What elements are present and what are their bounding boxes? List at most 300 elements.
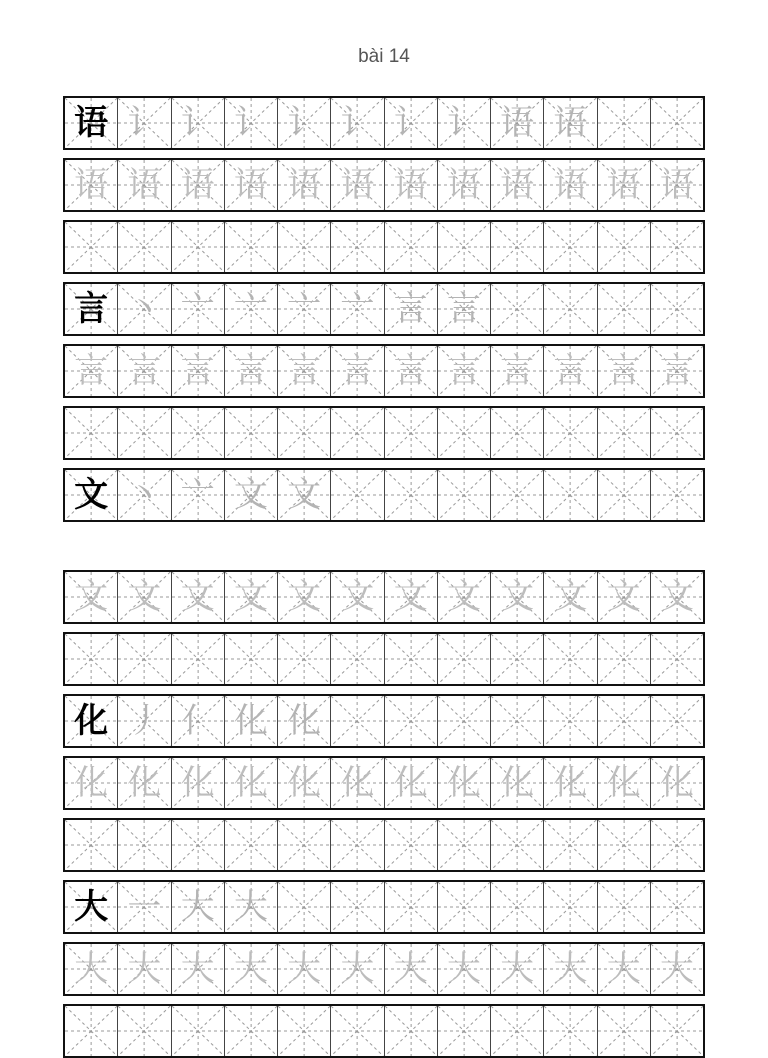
- guide-lines: [331, 1006, 383, 1056]
- guide-lines: [544, 820, 596, 870]
- trace-character: 大: [180, 949, 215, 989]
- grid-cell[interactable]: [544, 470, 597, 520]
- stroke-order-character: 讠: [180, 103, 215, 143]
- guide-lines: [385, 222, 437, 272]
- grid-cell[interactable]: [331, 408, 384, 458]
- guide-lines: [278, 1006, 330, 1056]
- grid-cell[interactable]: [65, 634, 118, 684]
- grid-cell[interactable]: [651, 470, 703, 520]
- trace-character: 言: [553, 351, 588, 391]
- stroke-order-character: 亠: [340, 289, 375, 329]
- guide-lines: [118, 820, 170, 870]
- guide-lines: [598, 696, 650, 746]
- grid-cell[interactable]: [225, 222, 278, 272]
- grid-cell[interactable]: [598, 284, 651, 334]
- grid-cell[interactable]: [438, 470, 491, 520]
- trace-character: 大: [393, 949, 428, 989]
- grid-cell[interactable]: [172, 222, 225, 272]
- grid-cell[interactable]: [438, 758, 491, 808]
- guide-lines: [225, 222, 277, 272]
- guide-lines: [651, 696, 703, 746]
- grid-cell[interactable]: [651, 696, 703, 746]
- grid-cell[interactable]: [491, 572, 544, 622]
- grid-cell[interactable]: [65, 572, 118, 622]
- trace-character: 化: [74, 763, 109, 803]
- grid-cell[interactable]: [118, 160, 171, 210]
- grid-cell[interactable]: [278, 470, 331, 520]
- guide-lines: [491, 696, 543, 746]
- grid-cell[interactable]: [172, 882, 225, 932]
- guide-lines: [438, 634, 490, 684]
- trace-character: 言: [74, 351, 109, 391]
- stroke-order-character: 亠: [180, 289, 215, 329]
- grid-cell[interactable]: [278, 284, 331, 334]
- grid-cell[interactable]: [172, 820, 225, 870]
- practice-row-blank: [63, 406, 705, 460]
- trace-character: 文: [180, 577, 215, 617]
- trace-character: 文: [553, 577, 588, 617]
- grid-cell[interactable]: [385, 820, 438, 870]
- grid-cell[interactable]: [491, 882, 544, 932]
- grid-cell[interactable]: [385, 944, 438, 994]
- grid-cell[interactable]: [544, 408, 597, 458]
- grid-cell[interactable]: [278, 1006, 331, 1056]
- grid-cell[interactable]: [598, 882, 651, 932]
- grid-cell[interactable]: [385, 98, 438, 148]
- grid-cell[interactable]: [331, 346, 384, 396]
- trace-character: 语: [287, 165, 322, 205]
- grid-cell[interactable]: [651, 634, 703, 684]
- grid-cell[interactable]: [172, 408, 225, 458]
- grid-cell[interactable]: [331, 470, 384, 520]
- grid-cell[interactable]: [118, 882, 171, 932]
- model-character: 文: [74, 475, 109, 515]
- grid-cell[interactable]: [544, 634, 597, 684]
- guide-lines: [598, 222, 650, 272]
- grid-cell[interactable]: [491, 346, 544, 396]
- model-character: 化: [74, 701, 109, 741]
- trace-character: 化: [340, 763, 375, 803]
- grid-cell[interactable]: [278, 98, 331, 148]
- grid-cell[interactable]: [438, 222, 491, 272]
- grid-cell[interactable]: [438, 572, 491, 622]
- practice-row-blank: [63, 818, 705, 872]
- grid-cell[interactable]: [225, 944, 278, 994]
- grid-cell[interactable]: [65, 820, 118, 870]
- stroke-order-character: 言: [393, 289, 428, 329]
- grid-cell[interactable]: [598, 98, 651, 148]
- guide-lines: [438, 408, 490, 458]
- guide-lines: [598, 284, 650, 334]
- grid-cell[interactable]: [544, 758, 597, 808]
- guide-lines: [544, 408, 596, 458]
- guide-lines: [278, 634, 330, 684]
- trace-character: 语: [340, 165, 375, 205]
- grid-cell[interactable]: [544, 820, 597, 870]
- grid-cell[interactable]: [225, 346, 278, 396]
- trace-character: 文: [659, 577, 694, 617]
- grid-cell[interactable]: [491, 160, 544, 210]
- stroke-order-character: 化: [287, 701, 322, 741]
- grid-cell[interactable]: [278, 820, 331, 870]
- guide-lines: [598, 882, 650, 932]
- guide-lines: [438, 820, 490, 870]
- grid-cell[interactable]: [438, 98, 491, 148]
- grid-cell[interactable]: [225, 758, 278, 808]
- grid-cell[interactable]: [385, 696, 438, 746]
- stroke-order-character: 大: [180, 887, 215, 927]
- guide-lines: [385, 408, 437, 458]
- grid-cell[interactable]: [65, 408, 118, 458]
- grid-cell[interactable]: [385, 470, 438, 520]
- grid-cell[interactable]: [651, 408, 703, 458]
- grid-cell[interactable]: [172, 572, 225, 622]
- trace-character: 大: [340, 949, 375, 989]
- grid-cell[interactable]: [225, 1006, 278, 1056]
- grid-cell[interactable]: [438, 882, 491, 932]
- guide-lines: [438, 470, 490, 520]
- guide-lines: [651, 222, 703, 272]
- guide-lines: [544, 1006, 596, 1056]
- grid-cell[interactable]: [118, 1006, 171, 1056]
- practice-row-strokes: [63, 468, 705, 522]
- stroke-order-character: 亻: [180, 701, 215, 741]
- grid-cell[interactable]: [491, 470, 544, 520]
- grid-cell[interactable]: [544, 572, 597, 622]
- practice-row-strokes: [63, 694, 705, 748]
- grid-cell[interactable]: [598, 408, 651, 458]
- grid-cell[interactable]: [385, 634, 438, 684]
- grid-cell[interactable]: [225, 820, 278, 870]
- grid-cell[interactable]: [331, 820, 384, 870]
- grid-cell[interactable]: [544, 222, 597, 272]
- grid-cell[interactable]: [491, 222, 544, 272]
- guide-lines: [598, 408, 650, 458]
- guide-lines: [118, 222, 170, 272]
- guide-lines: [172, 222, 224, 272]
- grid-cell[interactable]: [385, 882, 438, 932]
- guide-lines: [491, 408, 543, 458]
- grid-cell[interactable]: [65, 222, 118, 272]
- practice-row-blank: [63, 632, 705, 686]
- grid-cell[interactable]: [651, 572, 703, 622]
- grid-cell[interactable]: [65, 284, 118, 334]
- trace-character: 化: [287, 763, 322, 803]
- grid-cell[interactable]: [598, 758, 651, 808]
- trace-character: 语: [180, 165, 215, 205]
- guide-lines: [65, 408, 117, 458]
- grid-cell[interactable]: [278, 882, 331, 932]
- grid-cell[interactable]: [118, 408, 171, 458]
- trace-character: 大: [606, 949, 641, 989]
- grid-cell[interactable]: [438, 408, 491, 458]
- grid-cell[interactable]: [598, 944, 651, 994]
- grid-cell[interactable]: [225, 284, 278, 334]
- grid-cell[interactable]: [385, 346, 438, 396]
- grid-cell[interactable]: [491, 820, 544, 870]
- grid-cell[interactable]: [118, 222, 171, 272]
- grid-cell[interactable]: [331, 758, 384, 808]
- guide-lines: [278, 222, 330, 272]
- trace-character: 化: [180, 763, 215, 803]
- guide-lines: [491, 284, 543, 334]
- grid-cell[interactable]: [598, 222, 651, 272]
- grid-cell[interactable]: [172, 284, 225, 334]
- guide-lines: [544, 470, 596, 520]
- grid-cell[interactable]: [491, 98, 544, 148]
- trace-character: 言: [659, 351, 694, 391]
- trace-character: 语: [393, 165, 428, 205]
- grid-cell[interactable]: [225, 882, 278, 932]
- guide-lines: [331, 696, 383, 746]
- grid-cell[interactable]: [651, 1006, 703, 1056]
- guide-lines: [331, 882, 383, 932]
- grid-cell[interactable]: [598, 634, 651, 684]
- grid-cell[interactable]: [438, 820, 491, 870]
- stroke-order-character: 一: [127, 887, 162, 927]
- grid-cell[interactable]: [544, 160, 597, 210]
- grid-cell[interactable]: [331, 1006, 384, 1056]
- grid-cell[interactable]: [65, 98, 118, 148]
- grid-cell[interactable]: [118, 758, 171, 808]
- grid-cell[interactable]: [225, 696, 278, 746]
- grid-cell[interactable]: [385, 284, 438, 334]
- grid-cell[interactable]: [118, 470, 171, 520]
- grid-cell[interactable]: [651, 98, 703, 148]
- grid-cell[interactable]: [65, 882, 118, 932]
- trace-character: 言: [500, 351, 535, 391]
- grid-cell[interactable]: [385, 572, 438, 622]
- guide-lines: [118, 408, 170, 458]
- grid-cell[interactable]: [278, 758, 331, 808]
- grid-cell[interactable]: [385, 1006, 438, 1056]
- grid-cell[interactable]: [491, 944, 544, 994]
- grid-cell[interactable]: [491, 1006, 544, 1056]
- guide-lines: [118, 634, 170, 684]
- trace-character: 语: [659, 165, 694, 205]
- grid-cell[interactable]: [598, 346, 651, 396]
- grid-cell[interactable]: [651, 944, 703, 994]
- guide-lines: [544, 696, 596, 746]
- grid-cell[interactable]: [65, 160, 118, 210]
- grid-cell[interactable]: [118, 820, 171, 870]
- grid-cell[interactable]: [65, 470, 118, 520]
- grid-cell[interactable]: [331, 222, 384, 272]
- grid-cell[interactable]: [278, 346, 331, 396]
- grid-cell[interactable]: [65, 758, 118, 808]
- stroke-order-character: 语: [500, 103, 535, 143]
- grid-cell[interactable]: [491, 758, 544, 808]
- guide-lines: [172, 1006, 224, 1056]
- grid-cell[interactable]: [65, 696, 118, 746]
- grid-cell[interactable]: [598, 820, 651, 870]
- grid-cell[interactable]: [172, 160, 225, 210]
- trace-character: 大: [446, 949, 481, 989]
- grid-cell[interactable]: [598, 696, 651, 746]
- grid-cell[interactable]: [491, 408, 544, 458]
- page-title: bài 14: [358, 46, 410, 67]
- guide-lines: [651, 284, 703, 334]
- grid-cell[interactable]: [651, 758, 703, 808]
- grid-cell[interactable]: [544, 346, 597, 396]
- grid-cell[interactable]: [598, 572, 651, 622]
- trace-character: 言: [180, 351, 215, 391]
- guide-lines: [544, 882, 596, 932]
- trace-character: 化: [553, 763, 588, 803]
- grid-cell[interactable]: [225, 572, 278, 622]
- grid-cell[interactable]: [331, 882, 384, 932]
- grid-cell[interactable]: [225, 160, 278, 210]
- grid-cell[interactable]: [118, 944, 171, 994]
- grid-cell[interactable]: [172, 346, 225, 396]
- guide-lines: [331, 470, 383, 520]
- grid-cell[interactable]: [331, 98, 384, 148]
- trace-character: 大: [553, 949, 588, 989]
- guide-lines: [544, 222, 596, 272]
- guide-lines: [491, 222, 543, 272]
- grid-cell[interactable]: [544, 696, 597, 746]
- grid-cell[interactable]: [385, 408, 438, 458]
- grid-cell[interactable]: [331, 160, 384, 210]
- trace-character: 语: [500, 165, 535, 205]
- trace-character: 言: [340, 351, 375, 391]
- trace-character: 语: [74, 165, 109, 205]
- grid-cell[interactable]: [438, 160, 491, 210]
- grid-cell[interactable]: [544, 944, 597, 994]
- trace-character: 语: [606, 165, 641, 205]
- grid-cell[interactable]: [65, 944, 118, 994]
- grid-cell[interactable]: [438, 944, 491, 994]
- grid-cell[interactable]: [278, 572, 331, 622]
- grid-cell[interactable]: [172, 634, 225, 684]
- practice-row-trace: [63, 344, 705, 398]
- grid-cell[interactable]: [278, 696, 331, 746]
- trace-character: 大: [500, 949, 535, 989]
- grid-cell[interactable]: [172, 1006, 225, 1056]
- grid-cell[interactable]: [598, 470, 651, 520]
- guide-lines: [65, 820, 117, 870]
- grid-cell[interactable]: [172, 758, 225, 808]
- guide-lines: [651, 98, 703, 148]
- grid-cell[interactable]: [544, 98, 597, 148]
- grid-cell[interactable]: [438, 696, 491, 746]
- grid-cell[interactable]: [225, 634, 278, 684]
- grid-cell[interactable]: [331, 634, 384, 684]
- trace-character: 言: [446, 351, 481, 391]
- guide-lines: [491, 820, 543, 870]
- grid-cell[interactable]: [651, 160, 703, 210]
- guide-lines: [651, 1006, 703, 1056]
- grid-cell[interactable]: [118, 696, 171, 746]
- grid-cell[interactable]: [172, 696, 225, 746]
- guide-lines: [385, 882, 437, 932]
- grid-cell[interactable]: [438, 346, 491, 396]
- grid-cell[interactable]: [118, 284, 171, 334]
- grid-cell[interactable]: [225, 470, 278, 520]
- grid-cell[interactable]: [651, 882, 703, 932]
- guide-lines: [438, 696, 490, 746]
- model-character: 语: [74, 103, 109, 143]
- guide-lines: [331, 408, 383, 458]
- stroke-order-character: 化: [233, 701, 268, 741]
- grid-cell[interactable]: [438, 284, 491, 334]
- guide-lines: [331, 820, 383, 870]
- guide-lines: [65, 1006, 117, 1056]
- grid-cell[interactable]: [331, 284, 384, 334]
- guide-lines: [491, 1006, 543, 1056]
- grid-cell[interactable]: [598, 1006, 651, 1056]
- trace-character: 化: [446, 763, 481, 803]
- stroke-order-character: 大: [233, 887, 268, 927]
- trace-character: 文: [74, 577, 109, 617]
- stroke-order-character: 讠: [393, 103, 428, 143]
- trace-character: 大: [233, 949, 268, 989]
- grid-cell[interactable]: [118, 634, 171, 684]
- stroke-order-character: 亠: [287, 289, 322, 329]
- grid-cell[interactable]: [491, 634, 544, 684]
- grid-cell[interactable]: [651, 346, 703, 396]
- grid-cell[interactable]: [438, 1006, 491, 1056]
- grid-cell[interactable]: [278, 634, 331, 684]
- stroke-order-character: 丶: [127, 289, 162, 329]
- trace-character: 化: [606, 763, 641, 803]
- stroke-order-character: 语: [553, 103, 588, 143]
- grid-cell[interactable]: [491, 696, 544, 746]
- grid-cell[interactable]: [651, 222, 703, 272]
- grid-cell[interactable]: [172, 944, 225, 994]
- grid-cell[interactable]: [598, 160, 651, 210]
- grid-cell[interactable]: [385, 160, 438, 210]
- grid-cell[interactable]: [172, 98, 225, 148]
- guide-lines: [651, 470, 703, 520]
- trace-character: 言: [127, 351, 162, 391]
- grid-cell[interactable]: [278, 222, 331, 272]
- grid-cell[interactable]: [331, 696, 384, 746]
- grid-cell[interactable]: [65, 346, 118, 396]
- grid-cell[interactable]: [331, 572, 384, 622]
- stroke-order-character: 亠: [180, 475, 215, 515]
- grid-cell[interactable]: [438, 634, 491, 684]
- grid-cell[interactable]: [225, 408, 278, 458]
- grid-cell[interactable]: [118, 572, 171, 622]
- grid-cell[interactable]: [172, 470, 225, 520]
- guide-lines: [385, 634, 437, 684]
- grid-cell[interactable]: [278, 160, 331, 210]
- grid-cell[interactable]: [278, 944, 331, 994]
- grid-cell[interactable]: [118, 346, 171, 396]
- grid-cell[interactable]: [385, 222, 438, 272]
- grid-cell[interactable]: [544, 1006, 597, 1056]
- model-character: 大: [74, 887, 109, 927]
- grid-cell[interactable]: [544, 882, 597, 932]
- grid-cell[interactable]: [544, 284, 597, 334]
- stroke-order-character: 文: [233, 475, 268, 515]
- practice-row-strokes: [63, 880, 705, 934]
- grid-cell[interactable]: [651, 284, 703, 334]
- trace-character: 化: [659, 763, 694, 803]
- grid-cell[interactable]: [385, 758, 438, 808]
- grid-cell[interactable]: [491, 284, 544, 334]
- trace-character: 语: [446, 165, 481, 205]
- stroke-order-character: 言: [446, 289, 481, 329]
- grid-cell[interactable]: [651, 820, 703, 870]
- guide-lines: [544, 284, 596, 334]
- grid-cell[interactable]: [331, 944, 384, 994]
- grid-cell[interactable]: [65, 1006, 118, 1056]
- grid-cell[interactable]: [225, 98, 278, 148]
- grid-cell[interactable]: [278, 408, 331, 458]
- grid-cell[interactable]: [118, 98, 171, 148]
